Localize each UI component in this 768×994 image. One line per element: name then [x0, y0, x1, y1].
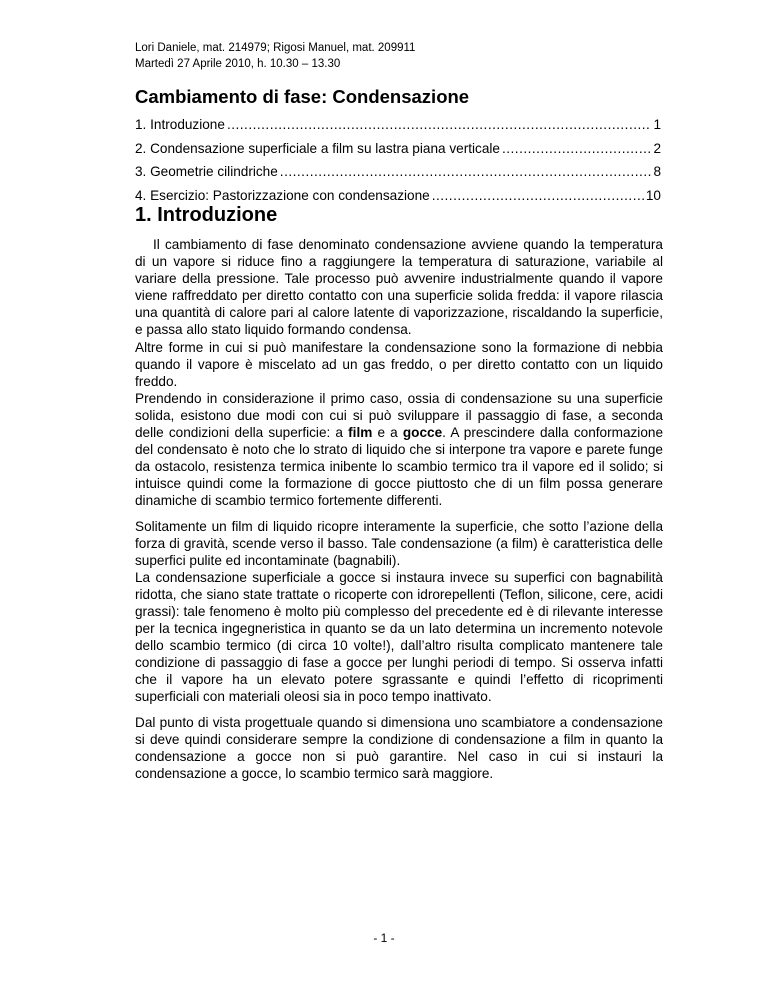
paragraph	[135, 390, 663, 510]
page-header	[135, 40, 415, 72]
toc-entry-page: 10	[645, 187, 661, 203]
term-film: film	[348, 425, 373, 441]
toc-entry-label: 1. Introduzione	[135, 117, 225, 132]
toc-entry-label: 3. Geometrie cilindriche	[135, 164, 278, 179]
paragraph: Altre forme in cui si può manifestare la condensazione sono la formazione di nebbia quando il vapore è miscelato ad un gas freddo, o per diretto contatto con un liquido freddo.	[135, 339, 663, 389]
section-body	[135, 236, 663, 782]
paragraph: Solitamente un film di liquido ricopre interamente la superficie, che sotto l’azione della forza di gravità, scende verso il basso. Tale condensazione (a film) è caratteristica delle superfici pulite ed incontaminate (bagnabili).	[135, 518, 663, 568]
paragraph: Il cambiamento di fase denominato condensazione avviene quando la temperatura di un vapore si riduce fino a raggiungere la temperatura di saturazione, variabile al variare della pressione. Tale processo può avvenire industrialmente quando il vapore viene raffreddato per diretto contatto con una superficie solida fredda: il vapore rilascia una quantità di calore pari al calore latente di vaporizzazione, riscaldando la superficie, e passa allo stato liquido formando condensa.	[135, 237, 663, 338]
paragraph-text: Prendendo in considerazione il primo caso, ossia di condensazione su una superficie solida, esistono due modi con cui si può sviluppare il passaggio di fase, a seconda delle condizioni della superficie: a	[135, 390, 663, 441]
toc-entry-label: 2. Condensazione superficiale a film su lastra piana verticale	[135, 140, 500, 156]
toc-entry[interactable]	[135, 164, 661, 188]
header-date: Martedì 27 Aprile 2010, h. 10.30 – 13.30	[135, 58, 341, 70]
section-heading: 1. Introduzione	[135, 204, 278, 226]
table-of-contents	[135, 117, 661, 211]
toc-leader-dots	[280, 164, 652, 179]
header-authors: Lori Daniele, mat. 214979; Rigosi Manuel, mat. 209911	[135, 42, 416, 54]
toc-leader-dots	[432, 188, 644, 203]
toc-entry[interactable]	[135, 117, 661, 141]
paragraph: La condensazione superficiale a gocce si instaura invece su superfici con bagnabilità ridotta, che siano state trattate o ricoperte con idrorepellenti (Teflon, silicone, cere, acidi grassi): tale fenomeno è molto più complesso del precedente ed è di rilevante interesse per la tecnica ingegneristica in quanto se da un lato determina un incremento notevole dello scambio termico (di circa 10 volte!), dall’altro risulta complicato mantenere tale condizione di passaggio di fase a gocce per lunghi periodi di tempo. Si osserva infatti che il vapore ha un elevato potere sgrassante e quindi l’effetto di ricoprimenti superficiali con materiali oleosi sia in poco tempo inattivato.	[135, 569, 663, 705]
document-title: Cambiamento di fase: Condensazione	[135, 86, 470, 107]
toc-entry[interactable]	[135, 141, 661, 165]
page-number: - 1 -	[373, 931, 395, 945]
toc-entry-page: 8	[653, 164, 661, 179]
toc-entry-label: 4. Esercizio: Pastorizzazione con condensazione	[135, 187, 430, 203]
paragraph: Dal punto di vista progettuale quando si dimensiona uno scambiatore a condensazione si deve quindi considerare sempre la condizione di condensazione a film in quanto la condensazione a gocce non si può garantire. Nel caso in cui si instauri la condensazione a gocce, lo scambio termico sarà maggiore.	[135, 714, 663, 781]
paragraph-text: . A prescindere dalla conformazione del condensato è noto che lo strato di liquido che si interpone tra vapore e parete funge da ostacolo, resistenza termica inibente lo scambio termico tra il vapore ed il solido; si intuisce quindi come la formazione di gocce piuttosto che di un film possa generare dinamiche di scambio termico fortemente differenti.	[135, 425, 664, 509]
term-gocce: gocce	[402, 425, 443, 441]
toc-entry-page: 1	[653, 117, 661, 132]
toc-entry-page: 2	[653, 140, 661, 156]
toc-leader-dots	[227, 117, 652, 132]
toc-leader-dots	[502, 141, 651, 156]
paragraph-text: e a	[372, 425, 403, 441]
